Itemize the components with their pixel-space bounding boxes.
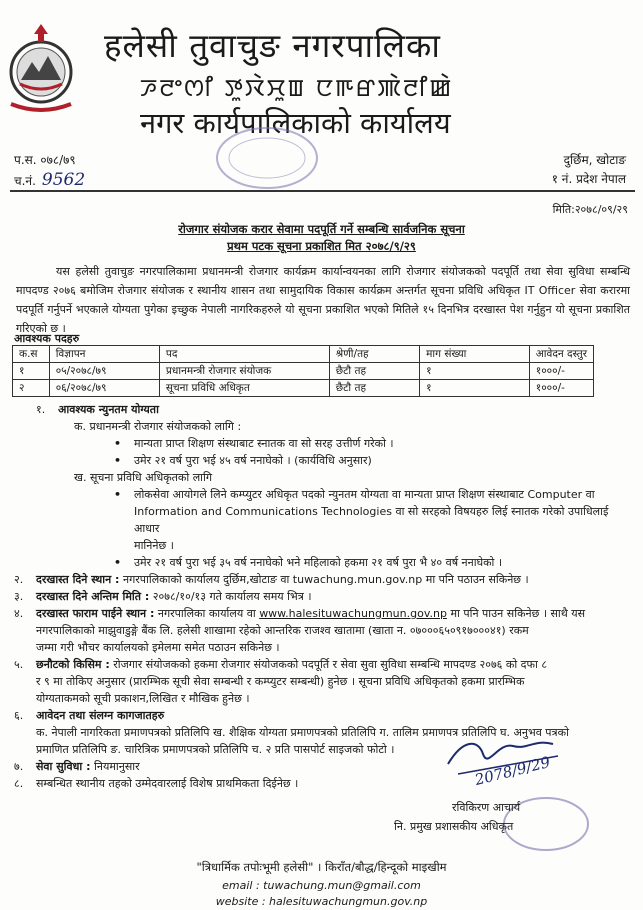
signatory-designation: नि. प्रमुख प्रशासकीय अधिकृत xyxy=(394,820,514,833)
bullet-icon: • xyxy=(114,454,122,467)
table-header-row xyxy=(13,346,594,363)
list-item: • मान्यता प्राप्त शिक्षण संस्थाबाट स्नातक वा सो सरह उत्तीर्ण गरेको । xyxy=(114,437,394,450)
reference-number: प.स. ०७८/७९ xyxy=(14,153,76,167)
vacancy-table xyxy=(12,345,594,397)
bullet-icon: • xyxy=(114,488,122,501)
list-item: नगरपालिकाको माझुवाडुङ्गे बैंक लि. हलेसी शाखामा रहेको आन्तरिक राजश्व खातामा (खाता न. ०७०००६५०९१७०००४१) रकम xyxy=(36,624,529,637)
signatory-name: रविकिरण आचार्य xyxy=(452,801,521,814)
municipality-title: हलेसी तुवाचुङ नगरपालिका xyxy=(104,26,441,65)
footer-email[interactable]: email : tuwachung.mun@gmail.com xyxy=(222,879,421,892)
list-item: जम्मा गरी भौचर कार्यालयको इमेलमा समेत पठाउन सकिनेछ । xyxy=(36,641,280,654)
col-header: श्रेणी/तह xyxy=(329,346,419,363)
notice-subject: रोजगार संयोजक करार सेवामा पदपूर्ति गर्ने सम्बन्धि सार्वजनिक सूचना xyxy=(178,222,465,236)
table-row xyxy=(13,363,594,380)
municipality-title-script: ꯍꯂꯦꯁꯤ ꯇꯨꯋꯥꯆꯨꯡ ꯅꯒꯔꯄꯥꯂꯤꯀꯥ xyxy=(140,74,454,102)
vacancy-heading: आवश्यक पदहरु xyxy=(14,332,80,345)
notice-date: मिति:२०७८/०९/२९ xyxy=(552,203,628,216)
list-item: १. आवश्यक न्युनतम योग्यता xyxy=(36,403,159,416)
table-cell: १ xyxy=(420,363,530,380)
list-item: २. दरखास्त दिने स्थान : नगरपालिकाको कार्यालय दुर्छिम,खोटाङ वा tuwachung.mun.gov.np मा पनि पठाउन सकिनेछ । xyxy=(14,573,529,586)
list-item: र ९ मा तोकिए अनुसार (प्रारम्भिक सूची सेवा सम्बन्धी र कम्प्युटर सम्बन्धी) हुनेछ । सूचना प्रविधि अधिकृतको हकमा प्रारम्भिक xyxy=(36,675,525,688)
table-cell: १०००/- xyxy=(529,380,593,397)
list-item: ६. आवेदन तथा संलग्न कागजातहरु xyxy=(14,709,165,722)
list-item: ७. सेवा सुविधा : नियमानुसार xyxy=(14,760,140,773)
list-item: Information and Communications Technologies वा सो सरहको विषयहरु लिई स्नातक गरेको उपाधिलाई आधार xyxy=(134,505,609,535)
address-line-1: दुर्छिम, खोटाङ xyxy=(563,153,626,167)
table-cell: १ xyxy=(420,380,530,397)
intro-paragraph: यस हलेसी तुवाचुङ नगरपालिकामा प्रधानमन्त्री रोजगार कार्यक्रम कार्यान्वयनका लागि रोजगार संयोजकको पदपूर्ति तथा सेवा सुविधा सम्बन्धि मापदण्ड २०७६ बमोजिम रोजगार संयोजक र स्थानीय शासन तथा सामुदायिक विकास कार्यक्रम अन्तर्गत सूचना प्रविधि अधिकृत IT Officer सेवा करारमा पदपूर्ति गर्नुपर्ने भएकाले योग्यता पुगेका इच्छुक नेपाली नागरिकहरुले यो सूचना प्रकाशित भएको मितिले १५ दिनभित्र दरखास्त पेश गर्नुहुन यो सूचना प्रकाशित गरिएको छ । xyxy=(16,265,630,335)
list-item: क. प्रधानमन्त्री रोजगार संयोजकको लागि : xyxy=(74,420,242,433)
bullet-icon: • xyxy=(114,437,122,450)
footer-website[interactable]: website : halesituwachungmun.gov.np xyxy=(215,895,428,908)
list-item: ८. सम्बन्धित स्थानीय तहको उम्मेदवारलाई विशेष प्राथमिकता दिईनेछ । xyxy=(14,777,299,790)
table-cell: छैटौ तह xyxy=(329,363,419,380)
col-header: विज्ञापन xyxy=(49,346,159,363)
table-cell: १०००/- xyxy=(529,363,593,380)
table-cell: ०६/२०७८/७९ xyxy=(49,380,159,397)
table-cell: ०५/२०७८/७९ xyxy=(49,363,159,380)
list-item: ५. छनौटको किसिम : रोजगार संयोजकको हकमा रोजगार संयोजकको पदपूर्ति र सेवा सुवा सुविधा सम्बन्धि मापदण्ड २०७६ को दफा ८ xyxy=(14,658,548,671)
bullet-icon: • xyxy=(114,556,122,569)
list-item: क. नेपाली नागरिकता प्रमाणपत्रको प्रतिलिपि ख. शैक्षिक योग्यता प्रमाणपत्रको प्रतिलिपि ग. तालिम प्रमाणपत्र प्रतिलिपि घ. अनुभव पत्रको xyxy=(36,726,569,739)
website-link[interactable]: www.halesituwachungmun.gov.np xyxy=(259,607,447,620)
table-cell: छैटौ तह xyxy=(329,380,419,397)
address-line-2: १ नं. प्रदेश नेपाल xyxy=(551,172,626,186)
list-item: • लोकसेवा आयोगले लिने कम्प्युटर अधिकृत पदको न्युनतम योग्यता वा मान्यता प्राप्त शिक्षण संस्थाबाट Computer वा xyxy=(114,488,595,501)
list-item: ३. दरखास्त दिने अन्तिम मिति : २०७८/१०/१३ गते कार्यालय समय भित्र । xyxy=(14,590,312,603)
nepal-emblem-logo xyxy=(6,24,76,116)
first-publish-date: प्रथम पटक सूचना प्रकाशित मित २०७८/९/२९ xyxy=(227,239,416,253)
header-divider xyxy=(10,190,635,192)
table-cell: प्रधानमन्त्री रोजगार संयोजक xyxy=(159,363,329,380)
list-item: ख. सूचना प्रविधि अधिकृतको लागि xyxy=(74,471,213,484)
list-item: • उमेर २१ वर्ष पुरा भई ४५ वर्ष ननाघेको । (कार्यविधि अनुसार) xyxy=(114,454,372,467)
col-header: माग संख्या xyxy=(420,346,530,363)
col-header: आवेदन दस्तुर xyxy=(529,346,593,363)
list-item: मानिनेछ । xyxy=(134,539,174,552)
table-cell: १ xyxy=(13,363,50,380)
col-header: क.स xyxy=(13,346,50,363)
list-item: योग्यताकमको सूची प्रकाशन,लिखित र मौखिक हुनेछ । xyxy=(36,692,250,705)
table-row xyxy=(13,380,594,397)
footer-slogan: "त्रिधार्मिक तपोःभूमी हलेसी" । किराँत/बौद्ध/हिन्दूको माइखीम xyxy=(196,860,447,874)
office-title: नगर कार्यपालिकाको कार्यालय xyxy=(140,106,451,140)
signature-date: 2078/9/29 xyxy=(472,752,552,790)
list-item: • उमेर २१ वर्ष पुरा भई ३५ वर्ष ननाघेको भने महिलाको हकमा २१ वर्ष पुरा भै ४० वर्ष ननाघेको । xyxy=(114,556,503,569)
list-item: प्रमाणित प्रतिलिपि ङ. चारित्रिक प्रमाणपत्रको प्रतिलिपि च. २ प्रति पासपोर्ट साइजको फोटो । xyxy=(36,743,395,756)
table-cell: सूचना प्रविधि अधिकृत xyxy=(159,380,329,397)
list-item: ४. दरखास्त फाराम पाईने स्थान : नगरपालिका कार्यालय वा www.halesituwachungmun.gov.np मा पनि पाउन सकिनेछ । साथै यस xyxy=(14,607,586,620)
dispatch-number: च.नं. 9562 xyxy=(14,170,86,190)
office-stamp xyxy=(212,124,322,192)
table-cell: २ xyxy=(13,380,50,397)
col-header: पद xyxy=(159,346,329,363)
